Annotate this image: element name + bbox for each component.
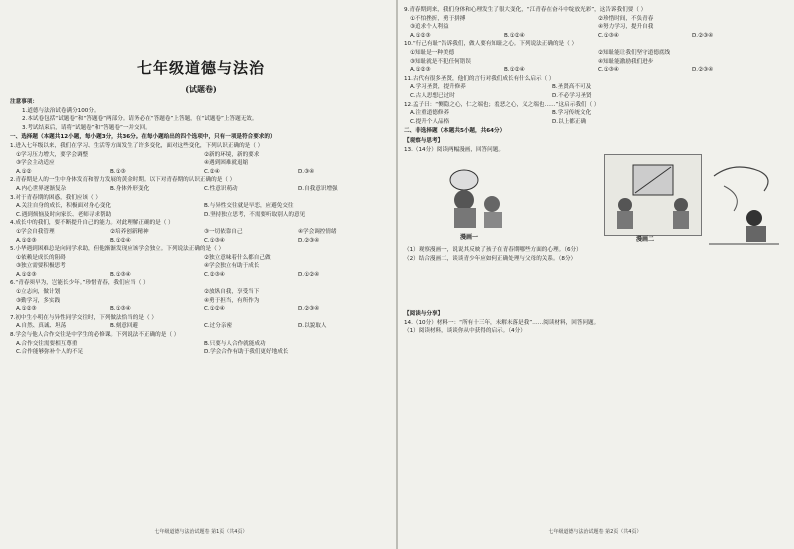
- question-6-options: [10, 288, 392, 305]
- section-heading: 一、选择题（本题共12小题，每小题3分，共36分。在每小题给出的四个选项中，只有一项是符合要求的）: [10, 134, 276, 141]
- option: ①立志向，做计划: [16, 289, 61, 296]
- right-page: [404, 6, 786, 538]
- choice: B.①②④: [110, 237, 131, 244]
- option: ④知耻能激励我们进步: [598, 58, 654, 65]
- question-7: 7.初中生小明在与异性同学交往时，下列做法恰当的是（ ）: [10, 314, 157, 321]
- question-5-options: [10, 254, 392, 271]
- page-gutter: [396, 0, 398, 549]
- option: ④学会独立有助于成长: [204, 263, 260, 270]
- question-2-options: [10, 185, 392, 194]
- option: ②珍惜时间，不负青春: [598, 15, 654, 22]
- choice: B.①③: [110, 168, 126, 175]
- choice: B.①③④: [110, 306, 131, 313]
- option: A.关注自身的成长，积极面对身心变化: [16, 203, 112, 210]
- option: ②新的环境，新的要求: [204, 151, 260, 158]
- question-11-options: [404, 83, 694, 100]
- option: ②独立意味着什么都自己做: [204, 254, 271, 261]
- section-heading: 二、非选择题（本题共5小题，共64分）: [404, 128, 506, 135]
- question-9: 9.青春期到来，我们身体和心理发生了很大变化，“江青春在奋斗中绽放光彩”，这告诉我们要（ ）: [404, 7, 647, 13]
- option: B.刻意回避: [110, 323, 138, 330]
- option: ④学会调控情绪: [298, 228, 337, 235]
- question-12: 12.孟子曰：“恻隐之心，仁之端也；羞恶之心，义之端也……”这启示我们（ ）: [404, 101, 600, 108]
- option: A.学习圣贤，提升修养: [410, 84, 466, 91]
- option: ①知耻是一种美德: [410, 49, 455, 56]
- option: C.性意识萌动: [204, 185, 238, 192]
- option: ②培养创新精神: [110, 228, 149, 235]
- option: A.合作交往需要相互尊重: [16, 340, 78, 347]
- option: ②知耻能让我们坚守道德底线: [598, 49, 671, 56]
- subsection-heading: 【观察与思考】: [404, 137, 444, 144]
- option: C.合作能够弥补个人的不足: [16, 349, 84, 356]
- option: C.过分亲密: [204, 323, 233, 330]
- cartoon-one-image: [434, 160, 514, 232]
- choice: A.①②③: [16, 237, 37, 244]
- exam-title: 七年级道德与法治: [136, 59, 265, 77]
- option: B.身体外形变化: [110, 185, 150, 192]
- question-1-options: [10, 151, 392, 168]
- left-page: [10, 6, 392, 538]
- choice: C.②③④: [204, 271, 225, 278]
- choice: C.①③④: [204, 237, 225, 244]
- option: C.古人思想已过时: [410, 92, 455, 99]
- option: ②放纵自我，享受当下: [204, 289, 260, 296]
- question-13-sub-1: （1）观察漫画一，说说其反映了孩子在青春期哪些方面的心理。（6分）: [404, 247, 582, 254]
- question-8-options: [10, 340, 392, 357]
- question-1-choices: [10, 168, 392, 177]
- option: ④遇到困难就退缩: [204, 160, 249, 167]
- choice: C.②④: [204, 168, 220, 175]
- notice-item: 3.考试结束后，请将“试题卷”和“答题卷”一并交回。: [22, 124, 151, 131]
- question-11: 11.古代有很多圣贤，他们的言行对我们成长有什么启示（ ）: [404, 75, 555, 82]
- option: D.以貌取人: [298, 323, 327, 330]
- option: ③一切依靠自己: [204, 228, 243, 235]
- option: D.坚持独立思考，不需要听取别人的意见: [204, 211, 306, 218]
- option: ①不怕挫折，勇于拼搏: [410, 15, 466, 22]
- option: ①学习压力增大，要学会调整: [16, 151, 89, 158]
- option: D.以上都正确: [552, 118, 587, 125]
- question-10: 10.“行己有耻”告诉我们，做人要有知耻之心。下列说法正确的是（ ）: [404, 41, 578, 48]
- question-6-choices: [10, 305, 392, 314]
- question-4: 4.成长中的我们，要不断提升自己的能力。对此理解正确的是（ ）: [10, 220, 174, 227]
- choice: D.②③④: [692, 32, 714, 39]
- question-5-choices: [10, 271, 392, 280]
- option: C.遇到烦恼及时向家长、老师寻求帮助: [16, 211, 112, 218]
- cartoon-one-caption: 漫画一: [460, 234, 479, 242]
- subsection-heading: 【阅读与分享】: [404, 311, 444, 318]
- option: C.提升个人品格: [410, 118, 450, 125]
- option: ③独立需要积极思考: [16, 263, 66, 270]
- choice: C.①③④: [598, 67, 619, 74]
- choice: D.③④: [298, 168, 315, 175]
- question-6: 6.“青春须早为，岂能长少年。”珍惜青春，我们应当（ ）: [10, 280, 149, 287]
- option: ③追求个人利益: [410, 24, 449, 31]
- question-9-choices: [404, 32, 786, 41]
- question-10-choices: [404, 66, 786, 75]
- question-5: 5.小华遇到困难总是向同学求助，但他渐渐发现应该学会独立。下列说法正确的是（ ）: [10, 246, 225, 253]
- choice: A.①②: [16, 168, 32, 175]
- exam-subtitle: (试题卷): [185, 84, 217, 94]
- option: D.自我意识增强: [298, 185, 338, 192]
- choice: B.①②④: [504, 32, 525, 39]
- choice: B.①②④: [504, 67, 525, 74]
- question-2: 2.青春期是人的一生中身体发育和智力发展的黄金时期。以下对青春期的认识正确的是（ ）: [10, 177, 236, 184]
- choice: A.①②③: [16, 306, 37, 313]
- option: ④勇于担当，有所作为: [204, 297, 260, 304]
- option: A.注重道德修养: [410, 110, 450, 117]
- choice: A.①②③: [410, 67, 431, 74]
- question-3: 3.对于青春期的困惑，我们应该（ ）: [10, 194, 102, 201]
- choice: C.①②④: [204, 306, 225, 313]
- question-13-sub-2: （2）结合漫画二，谈谈青少年应如何正确处理与父母的关系。（8分）: [404, 255, 577, 262]
- cartoon-two-image: [605, 155, 701, 235]
- choice: A.①②③: [16, 271, 37, 278]
- option: D.学会合作有助于我们更好地成长: [204, 349, 289, 356]
- page-footer: 七年级道德与法治试题卷 第1页（共4页）: [154, 529, 248, 535]
- choice: C.①③④: [598, 32, 619, 39]
- option: ③勤学习，多实践: [16, 297, 61, 304]
- choice: D.①②④: [298, 271, 320, 278]
- option: A.自然、真诚、坦荡: [16, 323, 67, 330]
- question-4-choices: [10, 237, 392, 246]
- option: D.不必学习圣贤: [552, 92, 592, 99]
- cartoon-two-caption: 漫画二: [636, 236, 655, 244]
- option: B.圣贤高不可及: [552, 84, 592, 91]
- option: ④努力学习，提升自我: [598, 24, 654, 31]
- question-8: 8.学会与他人合作交往是中学生的必修课。下列说法不正确的是（ ）: [10, 332, 180, 339]
- option: A.内心世界逐渐复杂: [16, 185, 67, 192]
- page-footer: 七年级道德与法治试题卷 第2页（共4页）: [548, 529, 642, 535]
- option: B.学习传统文化: [552, 110, 592, 117]
- option: ③知耻就是不犯任何错误: [410, 58, 471, 65]
- choice: A.①②③: [410, 32, 431, 39]
- cartoon-two-frame: [604, 154, 702, 236]
- cartoons-area: [404, 154, 786, 246]
- option: B.与异性交往就是早恋，应避免交往: [204, 203, 294, 210]
- choice: D.②③④: [692, 67, 714, 74]
- question-3-options: [10, 202, 392, 219]
- option: B.只要与人合作就能成功: [204, 340, 266, 347]
- option: ③学会主动适应: [16, 160, 55, 167]
- question-1: 1.进入七年级以来，我们在学习、生活等方面发生了许多变化，面对这些变化，下列认识正确的是（ ）: [10, 142, 264, 149]
- question-10-options: [404, 49, 786, 66]
- option: ①依赖是成长的阻碍: [16, 254, 66, 261]
- question-14: 14.（10分）材料一：“所有十三年，未解未落是我”……阅读材料，回答问题。: [404, 319, 600, 326]
- question-14-sub-1: （1）阅读材料，谈谈你从中获得的启示。（4分）: [404, 328, 526, 335]
- question-9-options: [404, 15, 786, 32]
- question-7-options: [10, 322, 392, 331]
- notice-heading: 注意事项：: [10, 99, 38, 105]
- notice-item: 1.道德与法治试卷满分100分。: [22, 107, 100, 114]
- notice-item: 2.本试卷包括“试题卷”和“答题卷”两部分。请务必在“答题卷”上答题，在“试题卷”上答题无效。: [22, 116, 258, 123]
- choice: D.②③④: [298, 306, 320, 313]
- question-13: 13.（14分）阅读两幅漫画，回答问题。: [404, 146, 504, 153]
- option: ①学会自我管理: [16, 228, 55, 235]
- question-12-options: [404, 109, 694, 126]
- question-4-options: [10, 228, 392, 237]
- choice: D.②③④: [298, 237, 320, 244]
- choice: B.①③④: [110, 271, 131, 278]
